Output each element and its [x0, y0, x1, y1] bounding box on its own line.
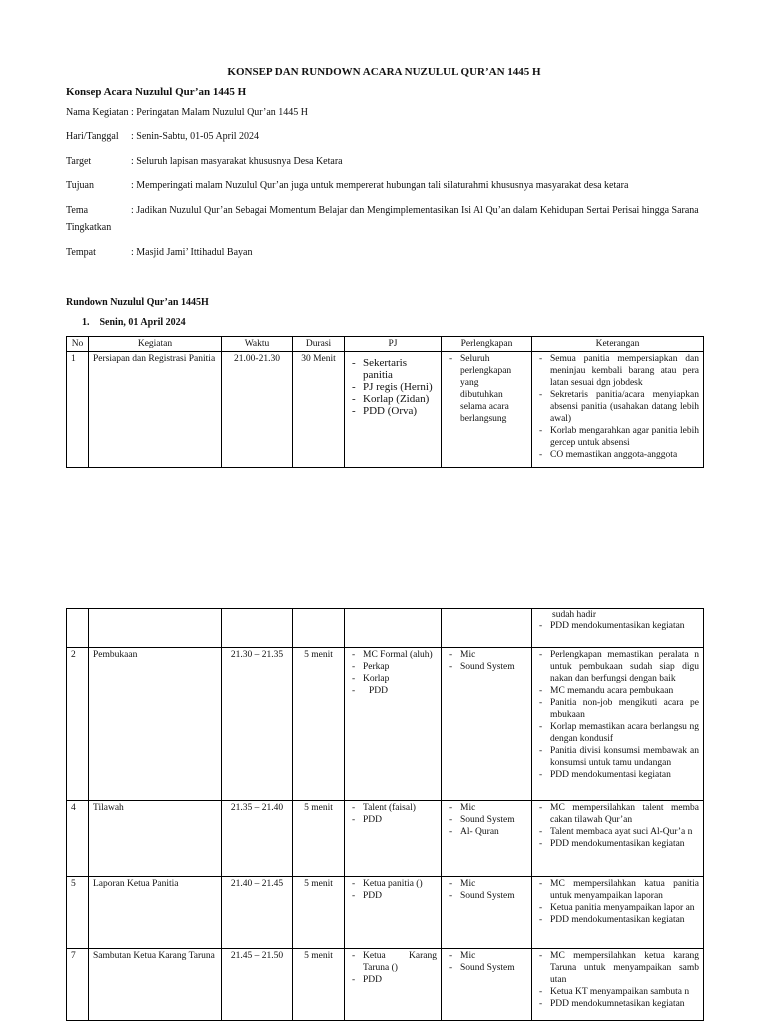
list-item: - PDD mendokumentasikan kegiatan	[536, 838, 699, 850]
rundown-table-part-1	[66, 336, 704, 468]
header-durasi: Durasi	[293, 337, 345, 352]
rundown-table-part-2	[66, 608, 704, 1021]
header-pj: PJ	[345, 337, 442, 352]
cell-durasi: 5 menit	[293, 877, 345, 949]
list-item: - Semua panitia mempersiapkan dan meninjau kembali barang atau pera latan sesuai dgn jobdesk	[536, 353, 699, 389]
cell-keterangan	[532, 949, 704, 1021]
list-item: - MC mempersilahkan katua panitia untuk menyampaikan laporan	[536, 878, 699, 902]
info-value-tujuan: : Memperingati malam Nuzulul Qur’an juga untuk mempererat hubungan tali silaturahmi khususnya masyarakat desa ketara	[131, 180, 629, 191]
list-item: - PDD (Orva)	[349, 405, 437, 417]
cell-durasi: 5 menit	[293, 949, 345, 1021]
list-item: - PDD	[349, 974, 437, 986]
list-item: - Panitia divisi konsumsi membawak an konsumsi untuk tamu undangan	[536, 745, 699, 769]
list-item: - PDD	[349, 890, 437, 902]
info-label-target: Target	[66, 156, 92, 167]
concept-heading: Konsep Acara Nuzulul Qur’an 1445 H	[66, 86, 247, 98]
list-item: - Korlap	[349, 673, 437, 685]
cell-keterangan	[532, 801, 704, 877]
table-row	[67, 801, 704, 877]
list-item: - PJ regis (Herni)	[349, 381, 437, 393]
header-no: No	[67, 337, 89, 352]
cell-perlengkapan	[442, 801, 532, 877]
cell-waktu: 21.40 – 21.45	[222, 877, 293, 949]
list-item: - Sound System	[446, 814, 527, 826]
cell-perlengkapan	[442, 877, 532, 949]
info-value-tema-continuation: Tingkatkan	[66, 222, 112, 233]
rundown-heading: Rundown Nuzulul Qur’an 1445H	[66, 297, 209, 308]
list-item: - PDD	[349, 685, 437, 697]
table-row	[67, 949, 704, 1021]
header-kegiatan: Kegiatan	[89, 337, 222, 352]
table-row	[67, 609, 704, 648]
cell-keterangan	[532, 648, 704, 801]
list-item: - PDD mendokumnetasikan kegiatan	[536, 998, 699, 1010]
list-item: - Sekertaris panitia	[349, 357, 437, 381]
table-header-row	[67, 337, 704, 352]
cell-kegiatan: Laporan Ketua Panitia	[89, 877, 222, 949]
info-label-tema: Tema	[66, 205, 89, 216]
list-item: - Al- Quran	[446, 826, 527, 838]
list-item: - Mic	[446, 950, 527, 962]
info-value-target: : Seluruh lapisan masyarakat khususnya Desa Ketara	[131, 156, 343, 167]
list-item: - Mic	[446, 649, 527, 661]
header-perlengkapan: Perlengkapan	[442, 337, 532, 352]
info-label-tempat: Tempat	[66, 247, 96, 258]
cell-no: 4	[67, 801, 89, 877]
header-keterangan: Keterangan	[532, 337, 704, 352]
keterangan-continuation: sudah hadir	[552, 610, 597, 620]
cell-kegiatan: Sambutan Ketua Karang Taruna	[89, 949, 222, 1021]
cell-perlengkapan	[442, 648, 532, 801]
list-item: - Sound System	[446, 890, 527, 902]
table-row	[67, 877, 704, 949]
list-item: - MC memandu acara pembukaan	[536, 685, 699, 697]
list-item: - MC mempersilahkan talent memba cakan tilawah Qur’an	[536, 802, 699, 826]
list-item: - Sound System	[446, 962, 527, 974]
cell-pj	[345, 949, 442, 1021]
cell-no: 2	[67, 648, 89, 801]
list-item: - Ketua panitia ()	[349, 878, 437, 890]
info-value-tempat: : Masjid Jami’ Ittihadul Bayan	[131, 247, 253, 258]
list-item: - Perkap	[349, 661, 437, 673]
cell-durasi: 30 Menit	[293, 352, 345, 468]
cell-pj	[345, 877, 442, 949]
cell-durasi: 5 menit	[293, 801, 345, 877]
list-item: - Sekretaris panitia/acara menyiapkan absensi panitia (usahakan datang lebih awal)	[536, 389, 699, 425]
cell-kegiatan: Pembukaan	[89, 648, 222, 801]
list-item: - Ketua Karang Taruna ()	[349, 950, 437, 974]
list-item: - PDD	[349, 814, 437, 826]
list-item: - Ketua panitia menyampaikan lapor an	[536, 902, 699, 914]
list-item: - Talent (faisal)	[349, 802, 437, 814]
cell-waktu: 21.30 – 21.35	[222, 648, 293, 801]
list-item: - MC mempersilahkan ketua karang Taruna untuk menyampaikan samb utan	[536, 950, 699, 986]
day-heading: 1. Senin, 01 April 2024	[82, 317, 186, 328]
list-item: - Korlap memastikan acara berlangsu ng dengan kondusif	[536, 721, 699, 745]
list-item: - PDD mendokumentasikan kegiatan	[536, 914, 699, 926]
list-item: - Sound System	[446, 661, 527, 673]
cell-no: 1	[67, 352, 89, 468]
list-item: - Korlap (Zidan)	[349, 393, 437, 405]
cell-keterangan	[532, 352, 704, 468]
cell-kegiatan: Persiapan dan Registrasi Panitia	[89, 352, 222, 468]
cell-kegiatan: Tilawah	[89, 801, 222, 877]
cell-no: 5	[67, 877, 89, 949]
list-item: - Perlengkapan memastikan peralata n untuk pembukaan sudah siap digu nakan dan berfungsi dengan baik	[536, 649, 699, 685]
cell-pj	[345, 352, 442, 468]
info-label-tujuan: Tujuan	[66, 180, 94, 191]
info-label-hari-tanggal: Hari/Tanggal	[66, 131, 119, 142]
list-item: - CO memastikan anggota-anggota	[536, 449, 699, 461]
info-value-nama-kegiatan: : Peringatan Malam Nuzulul Qur’an 1445 H	[130, 107, 308, 118]
list-item: - Mic	[446, 878, 527, 890]
cell-keterangan	[532, 609, 704, 648]
cell-waktu: 21.35 – 21.40	[222, 801, 293, 877]
info-value-hari-tanggal: : Senin-Sabtu, 01-05 April 2024	[131, 131, 260, 142]
list-item: - Panitia non-job mengikuti acara pe mbukaan	[536, 697, 699, 721]
cell-keterangan	[532, 877, 704, 949]
cell-perlengkapan	[442, 352, 532, 468]
list-item: - MC Formal (aluh)	[349, 649, 437, 661]
list-item: - Seluruh perlengkapan yang dibutuhkan selama acara berlangsung	[446, 353, 519, 425]
list-item: - Ketua KT menyampaikan sambuta n	[536, 986, 699, 998]
list-item: - PDD mendokumentasikan kegiatan	[536, 620, 699, 632]
header-waktu: Waktu	[222, 337, 293, 352]
cell-perlengkapan	[442, 949, 532, 1021]
cell-waktu: 21.00-21.30	[222, 352, 293, 468]
list-item: - Mic	[446, 802, 527, 814]
cell-durasi: 5 menit	[293, 648, 345, 801]
info-value-tema: : Jadikan Nuzulul Qur’an Sebagai Momentum Belajar dan Mengimplementasikan Isi Al Qu’an dalam Kehidupan Sertai Perisai hingga Sarana	[131, 205, 699, 216]
list-item: - Korlab mengarahkan agar panitia lebih gercep untuk absensi	[536, 425, 699, 449]
info-label-nama-kegiatan: Nama Kegiatan : Peringatan Malam Nuzulul Qur’an 1445 H	[66, 107, 308, 118]
cell-no: 7	[67, 949, 89, 1021]
document-title: KONSEP DAN RUNDOWN ACARA NUZULUL QUR’AN 1445 H	[227, 66, 541, 78]
cell-pj	[345, 648, 442, 801]
cell-waktu: 21.45 – 21.50	[222, 949, 293, 1021]
cell-pj	[345, 801, 442, 877]
list-item: - PDD mendokumentasi kegiatan	[536, 769, 699, 781]
list-item: - Talent membaca ayat suci Al-Qur’a n	[536, 826, 699, 838]
table-row	[67, 352, 704, 468]
table-row	[67, 648, 704, 801]
